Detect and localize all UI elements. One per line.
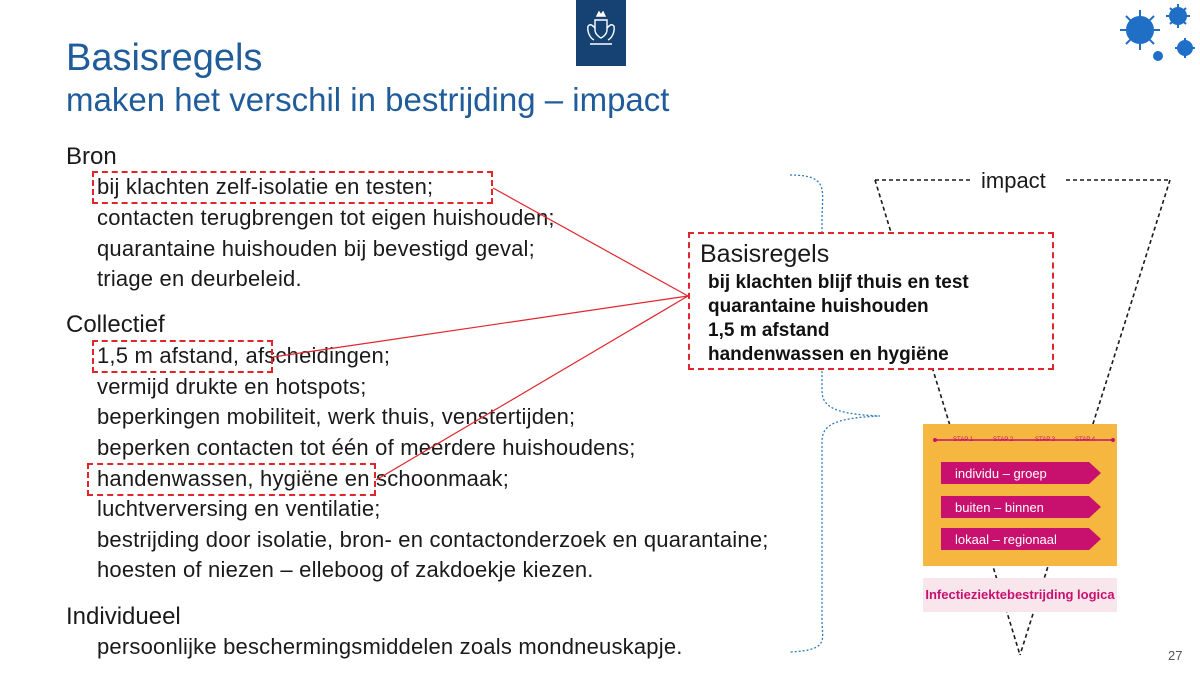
list-item: persoonlijke beschermingsmiddelen zoals mondneuskapje. bbox=[97, 634, 683, 659]
basisregels-box bbox=[688, 232, 1054, 370]
logic-arrow: lokaal – regionaal bbox=[955, 531, 1057, 547]
basisregel-item: bij klachten blijf thuis en test bbox=[708, 272, 969, 293]
list-item: handenwassen, hygiëne en schoonmaak; bbox=[97, 466, 510, 491]
list-item: bestrijding door isolatie, bron- en contactonderzoek en quarantaine; bbox=[97, 527, 769, 552]
basisregels-box-title: Basisregels bbox=[700, 240, 830, 268]
funnel-label: impact bbox=[975, 168, 1052, 194]
section-label-collectief: Collectief bbox=[66, 311, 165, 338]
list-item: beperken contacten tot één of meerdere huishoudens; bbox=[97, 435, 636, 460]
logic-caption: Infectieziektebestrijding logica bbox=[923, 578, 1117, 612]
list-item: triage en deurbeleid. bbox=[97, 266, 302, 291]
list-item: bij klachten zelf-isolatie en testen; bbox=[97, 174, 434, 199]
list-item: luchtverversing en ventilatie; bbox=[97, 496, 381, 521]
logic-arrow: buiten – binnen bbox=[955, 499, 1044, 515]
page-number: 27 bbox=[1168, 648, 1183, 663]
basisregel-item: quarantaine huishouden bbox=[708, 296, 929, 317]
list-item: hoesten of niezen – elleboog of zakdoekje kiezen. bbox=[97, 557, 594, 582]
step-label: STAP 3 bbox=[1035, 437, 1056, 443]
list-item: 1,5 m afstand, afscheidingen; bbox=[97, 343, 391, 368]
list-item: vermijd drukte en hotspots; bbox=[97, 374, 367, 399]
basisregel-item: handenwassen en hygiëne bbox=[708, 344, 949, 365]
section-label-bron: Bron bbox=[66, 143, 117, 170]
list-item: beperkingen mobiliteit, werk thuis, venstertijden; bbox=[97, 404, 576, 429]
page-subtitle: maken het verschil in bestrijding – impact bbox=[66, 81, 670, 118]
page-title: Basisregels bbox=[66, 37, 263, 79]
list-item: contacten terugbrengen tot eigen huishouden; bbox=[97, 205, 555, 230]
step-label: STAP 4 bbox=[1075, 437, 1096, 443]
logic-arrow: individu – groep bbox=[955, 465, 1047, 481]
step-label: STAP 2 bbox=[993, 437, 1014, 443]
section-label-individueel: Individueel bbox=[66, 603, 181, 630]
basisregel-item: 1,5 m afstand bbox=[708, 320, 830, 341]
step-label: STAP 1 bbox=[953, 437, 974, 443]
list-item: quarantaine huishouden bij bevestigd geval; bbox=[97, 236, 535, 261]
